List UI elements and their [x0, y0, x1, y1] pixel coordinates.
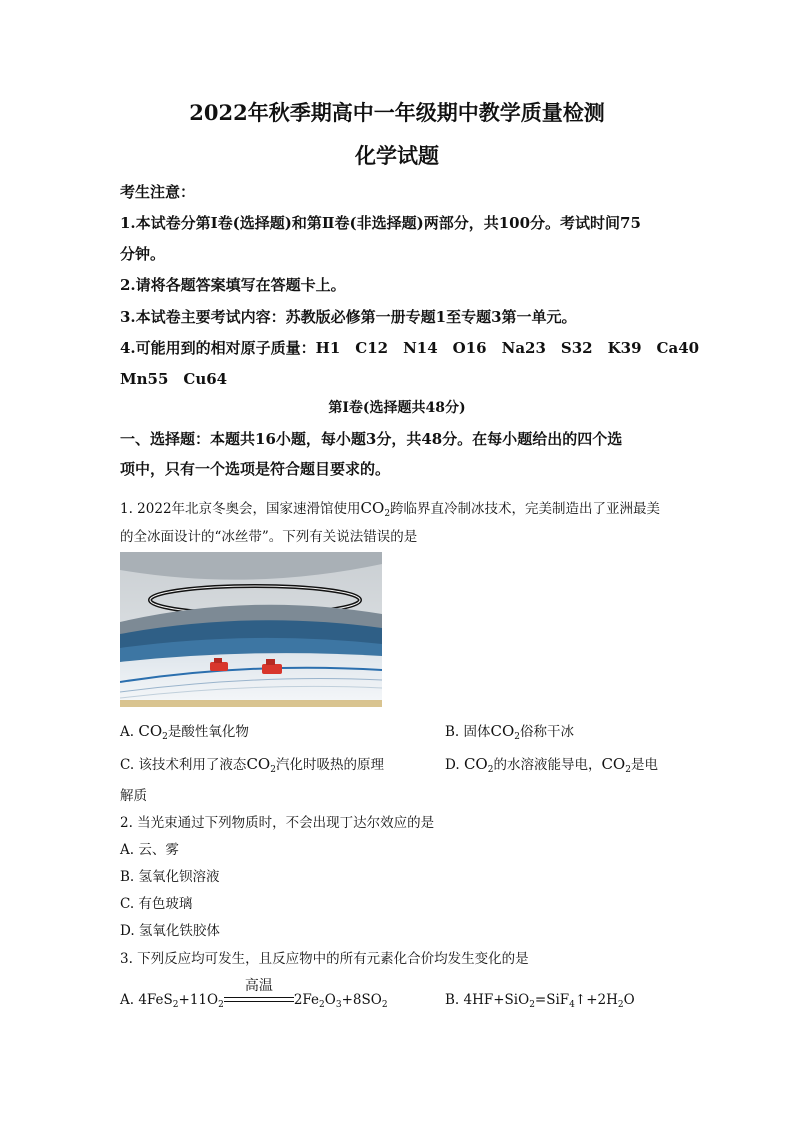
note-1-cont: 分钟。 — [120, 245, 166, 263]
note-4-cont: Mn55 Cu64 — [120, 370, 228, 388]
q1-stem-cont: 的全冰面设计的“冰丝带”。下列有关说法错误的是 — [120, 529, 418, 545]
q2-option-a[interactable]: A. 云、雾 — [120, 842, 179, 858]
section-instructions-cont: 项中，只有一个选项是符合题目要求的。 — [120, 460, 391, 478]
section-instructions: 一、选择题：本题共16小题，每小题3分，共48分。在每小题给出的四个选 — [120, 430, 623, 448]
q1-option-d[interactable]: D. $CO_2$的水溶液能导电，$CO_2$是电 — [445, 755, 658, 775]
speed-skating-oval-photo — [120, 552, 382, 707]
q1-option-a[interactable]: A. $CO_2$是酸性氧化物 — [120, 722, 249, 742]
q3-option-b[interactable]: B. $4HF+SiO_2=SiF_4↑+2H_2O$ — [445, 992, 635, 1010]
note-4: 4.可能用到的相对原子质量：H1 C12 N14 O16 Na23 S32 K39 Ca40 — [120, 339, 700, 357]
note-1: 1.本试卷分第Ⅰ卷(选择题)和第Ⅱ卷(非选择题)两部分，共100分。考试时间75 — [120, 214, 641, 232]
note-3: 3.本试卷主要考试内容：苏教版必修第一册专题1至专题3第一单元。 — [120, 308, 577, 326]
page-subtitle: 化学试题 — [355, 143, 439, 168]
q2-option-b[interactable]: B. 氢氧化钡溶液 — [120, 869, 220, 885]
page-title: 2022年秋季期高中一年级期中教学质量检测 — [189, 100, 605, 125]
q2-stem: 2. 当光束通过下列物质时，不会出现丁达尔效应的是 — [120, 815, 435, 831]
note-2: 2.请将各题答案填写在答题卡上。 — [120, 276, 346, 294]
notes-heading: 考生注意： — [120, 183, 196, 201]
q3-stem: 3. 下列反应均可发生，且反应物中的所有元素化合价均发生变化的是 — [120, 951, 529, 967]
q2-option-c[interactable]: C. 有色玻璃 — [120, 896, 193, 912]
q1-stem: 1. 2022年北京冬奥会，国家速滑馆使用$CO_2$跨临界直冷制冰技术，完美制造出了亚洲最美 — [120, 499, 661, 519]
q1-option-d-cont: 解质 — [120, 788, 147, 804]
q2-option-d[interactable]: D. 氢氧化铁胶体 — [120, 923, 220, 939]
reaction-condition-arrow: 高温 — [224, 994, 294, 1008]
q3-option-a[interactable]: A. $4FeS_2+11O_2$ 高温 $2Fe_2O_3+8SO_2$ — [120, 977, 388, 1010]
section-title: 第Ⅰ卷(选择题共48分) — [328, 400, 466, 416]
q1-option-c[interactable]: C. 该技术利用了液态$CO_2$汽化时吸热的原理 — [120, 755, 384, 775]
q1-option-b[interactable]: B. 固体$CO_2$俗称干冰 — [445, 722, 575, 742]
